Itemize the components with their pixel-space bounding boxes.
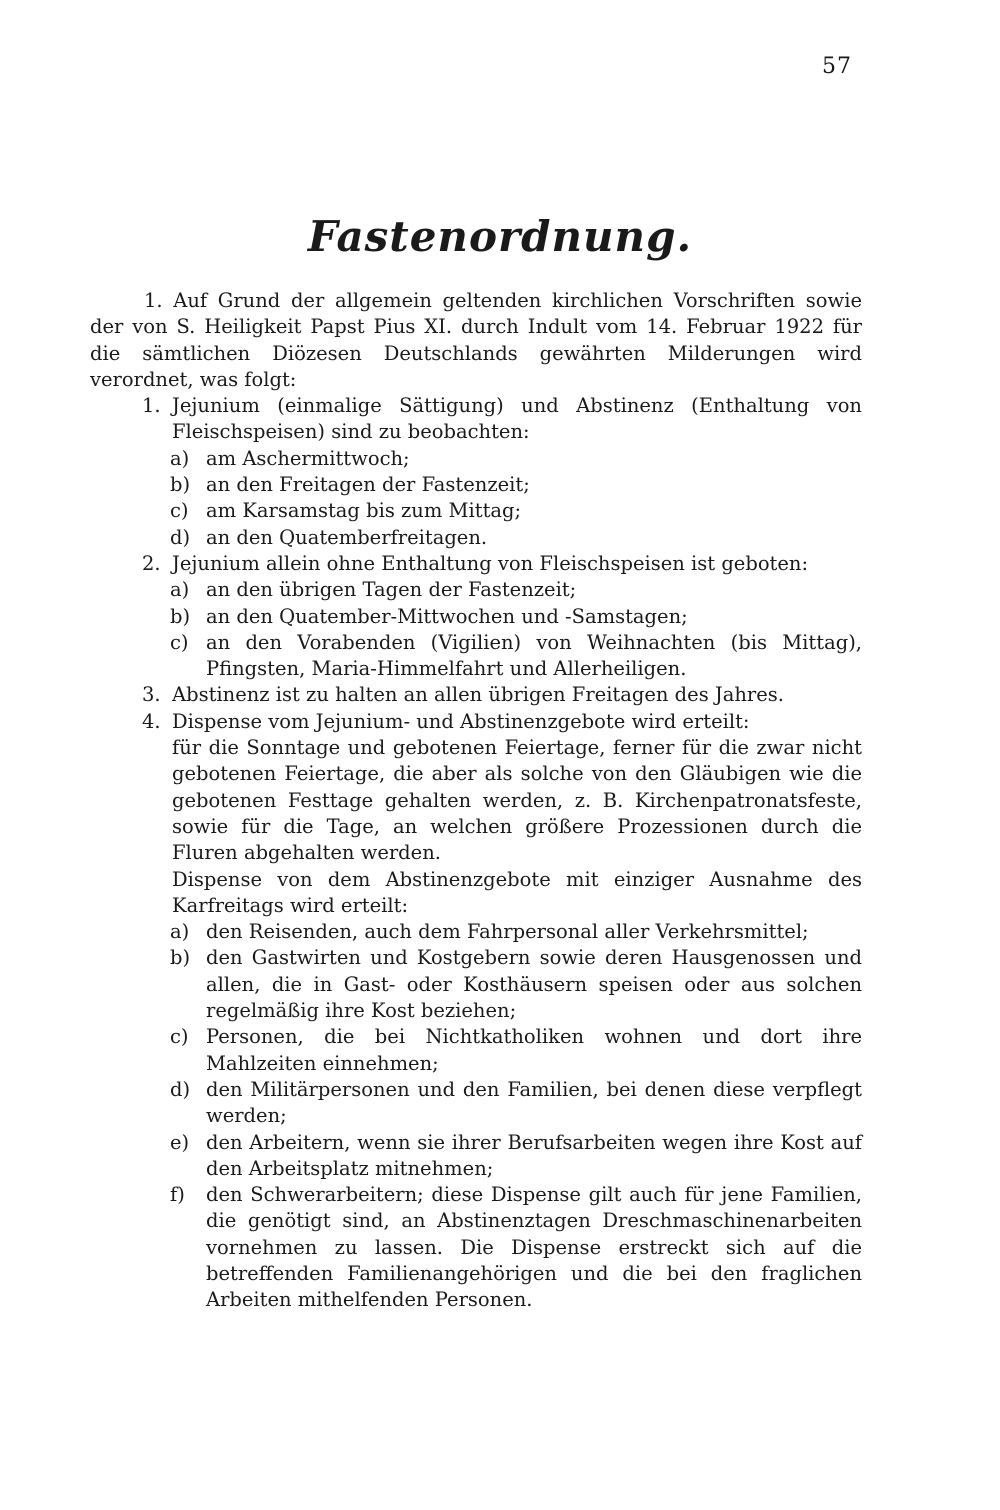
sub-item — [90, 919, 862, 945]
sub-item-letter: b) — [170, 604, 191, 628]
sub-item-text: den Schwerarbeitern; diese Dispense gilt auch für jene Familien, die genötigt sind, an Abstinenztagen Dreschmaschinenarbeiten vornehmen zu lassen. Die Dispense erstreckt sich auf die betreffenden Familienangehörigen und die bei den fraglichen Arbeiten mithelfenden Personen. — [206, 1183, 862, 1312]
sub-item-text: am Karsamstag bis zum Mittag; — [206, 499, 522, 523]
sub-item-letter: a) — [170, 446, 190, 470]
item-text: Dispense vom Jejunium- und Abstinenzgebote wird erteilt: — [172, 709, 750, 733]
item-text: Jejunium allein ohne Enthaltung von Fleischspeisen ist geboten: — [172, 551, 809, 575]
document-body — [90, 288, 862, 1314]
sub-item — [90, 630, 862, 683]
sub-item — [90, 1130, 862, 1183]
sub-item-letter: b) — [170, 946, 191, 970]
sub-item-letter: e) — [170, 1130, 190, 1154]
list-item-1 — [90, 393, 862, 446]
sub-item-text: den Militärpersonen und den Familien, bei denen diese verpflegt werden; — [206, 1077, 862, 1128]
sub-item — [90, 577, 862, 603]
list-item-4 — [90, 709, 862, 735]
item-number: 2. — [142, 551, 161, 575]
item-number: 3. — [142, 683, 161, 707]
sub-item — [90, 498, 862, 524]
page-title: Fastenordnung. — [307, 212, 693, 261]
item-4-body-paragraph: für die Sonntage und gebotenen Feiertage, ferner für die zwar nicht gebotenen Feiertage, die aber als solche von den Gläubigen wie die gebotenen Festtage gehalten werden, z. B. Kirchenpatronatsfeste, sowie für die Tage, an welchen größere Prozessionen durch die Fluren abgehalten werden. — [172, 736, 862, 865]
sub-item-letter: c) — [170, 630, 189, 654]
sub-item-letter: a) — [170, 920, 190, 944]
sub-item-letter: c) — [170, 1025, 189, 1049]
sub-item — [90, 1024, 862, 1077]
page-number: 57 — [822, 54, 852, 79]
sub-item-letter: d) — [170, 525, 191, 549]
item-text: Jejunium (einmalige Sättigung) und Abstinenz (Enthaltung von Fleischspeisen) sind zu beobachten: — [172, 394, 862, 444]
sub-item-letter: d) — [170, 1077, 191, 1101]
sub-item-text: Personen, die bei Nichtkatholiken wohnen und dort ihre Mahlzeiten einnehmen; — [206, 1025, 862, 1075]
item-text: Abstinenz ist zu halten an allen übrigen Freitagen des Jahres. — [172, 683, 784, 707]
sub-item — [90, 1077, 862, 1130]
sub-item-text: den Reisenden, auch dem Fahrpersonal aller Verkehrsmittel; — [206, 920, 809, 944]
sub-item-text: an den Vorabenden (Vigilien) von Weihnachten (bis Mittag), Pfingsten, Maria-Himmelfahrt und Allerheiligen. — [206, 630, 862, 681]
sub-item-letter: b) — [170, 473, 191, 497]
sub-item-text: an den übrigen Tagen der Fastenzeit; — [206, 578, 577, 602]
sub-item — [90, 472, 862, 498]
sub-item-text: an den Quatember-Mittwochen und -Samstagen; — [206, 604, 688, 628]
item-4-abstinence-paragraph: Dispense von dem Abstinenzgebote mit einziger Ausnahme des Karfreitags wird erteilt: — [172, 867, 862, 917]
sub-item-letter: a) — [170, 578, 190, 602]
sub-item — [90, 945, 862, 1024]
sub-item-letter: f) — [170, 1183, 185, 1207]
list-item-2 — [90, 551, 862, 577]
sub-item-text: den Gastwirten und Kostgebern sowie deren Hausgenossen und allen, die in Gast- oder Kosthäusern speisen oder aus solchen regelmäßig ihre Kost beziehen; — [206, 946, 862, 1023]
sub-item — [90, 1182, 862, 1313]
sub-item-text: am Aschermittwoch; — [206, 446, 410, 470]
sub-item — [90, 525, 862, 551]
sub-item-text: den Arbeitern, wenn sie ihrer Berufsarbeiten wegen ihre Kost auf den Arbeitsplatz mitnehmen; — [206, 1130, 862, 1180]
item-number: 1. — [142, 394, 161, 418]
intro-paragraph: 1. Auf Grund der allgemein geltenden kirchlichen Vorschriften sowie der von S. Heiligkeit Papst Pius XI. durch Indult vom 14. Februar 1922 für die sämtlichen Diözesen Deutschlands gewährten Milderungen wird verordnet, was folgt: — [90, 289, 862, 391]
sub-item-text: an den Freitagen der Fastenzeit; — [206, 473, 530, 497]
list-item-3 — [90, 682, 862, 708]
sub-item-text: an den Quatemberfreitagen. — [206, 525, 488, 549]
sub-item — [90, 446, 862, 472]
item-number: 4. — [142, 709, 161, 733]
sub-item — [90, 604, 862, 630]
sub-item-letter: c) — [170, 499, 189, 523]
